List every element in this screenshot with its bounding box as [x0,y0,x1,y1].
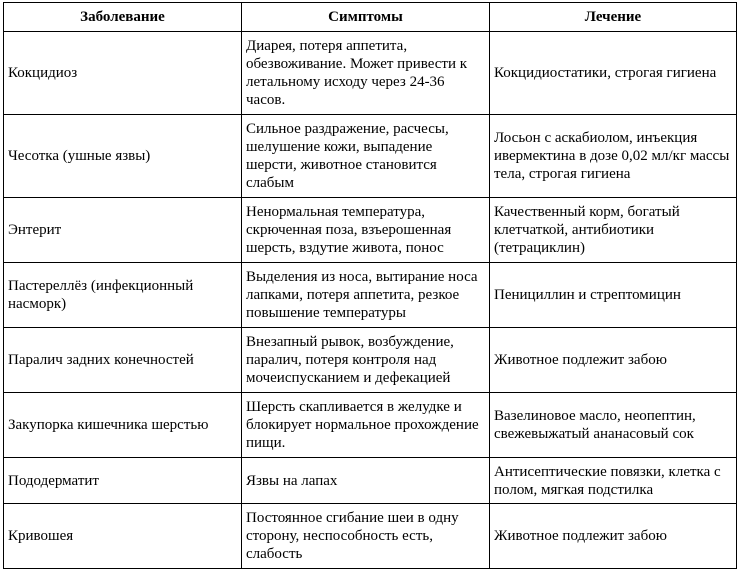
symptoms-cell: Постоянное сгибание шеи в одну сторону, неспособность есть, слабость [242,504,490,569]
treatment-cell: Антисептические повязки, клетка с полом, мягкая подстилка [490,458,737,504]
treatment-cell: Пенициллин и стрептомицин [490,263,737,328]
symptoms-cell: Ненормальная температура, скрюченная поза, взъерошенная шерсть, вздутие живота, понос [242,198,490,263]
disease-cell: Пастереллёз (инфекционный насморк) [4,263,242,328]
treatment-cell: Качественный корм, богатый клетчаткой, антибиотики (тетрациклин) [490,198,737,263]
treatment-cell: Животное подлежит забою [490,328,737,393]
table-row [4,115,737,198]
table-row [4,328,737,393]
symptoms-cell: Внезапный рывок, возбуждение, паралич, потеря контроля над мочеиспусканием и дефекацией [242,328,490,393]
table-row [4,263,737,328]
disease-cell: Кривошея [4,504,242,569]
disease-table [3,2,737,569]
disease-cell: Кокцидиоз [4,32,242,115]
header-disease: Заболевание [4,3,242,32]
treatment-cell: Вазелиновое масло, неопептин, свежевыжатый ананасовый сок [490,393,737,458]
symptoms-cell: Диарея, потеря аппетита, обезвоживание. Может привести к летальному исходу через 24-36 часов. [242,32,490,115]
header-row [4,3,737,32]
symptoms-cell: Шерсть скапливается в желудке и блокирует нормальное прохождение пищи. [242,393,490,458]
treatment-cell: Животное подлежит забою [490,504,737,569]
disease-cell: Энтерит [4,198,242,263]
disease-cell: Чесотка (ушные язвы) [4,115,242,198]
table-row [4,504,737,569]
header-treatment: Лечение [490,3,737,32]
disease-cell: Закупорка кишечника шерстью [4,393,242,458]
header-symptoms: Симптомы [242,3,490,32]
symptoms-cell: Сильное раздражение, расчесы, шелушение кожи, выпадение шерсти, животное становится слабым [242,115,490,198]
symptoms-cell: Язвы на лапах [242,458,490,504]
disease-cell: Пододерматит [4,458,242,504]
treatment-cell: Кокцидиостатики, строгая гигиена [490,32,737,115]
table-row [4,393,737,458]
table-row [4,458,737,504]
disease-cell: Паралич задних конечностей [4,328,242,393]
treatment-cell: Лосьон с аскабиолом, инъекция ивермектина в дозе 0,02 мл/кг массы тела, строгая гигиена [490,115,737,198]
table-row [4,198,737,263]
table-row [4,32,737,115]
symptoms-cell: Выделения из носа, вытирание носа лапками, потеря аппетита, резкое повышение температуры [242,263,490,328]
